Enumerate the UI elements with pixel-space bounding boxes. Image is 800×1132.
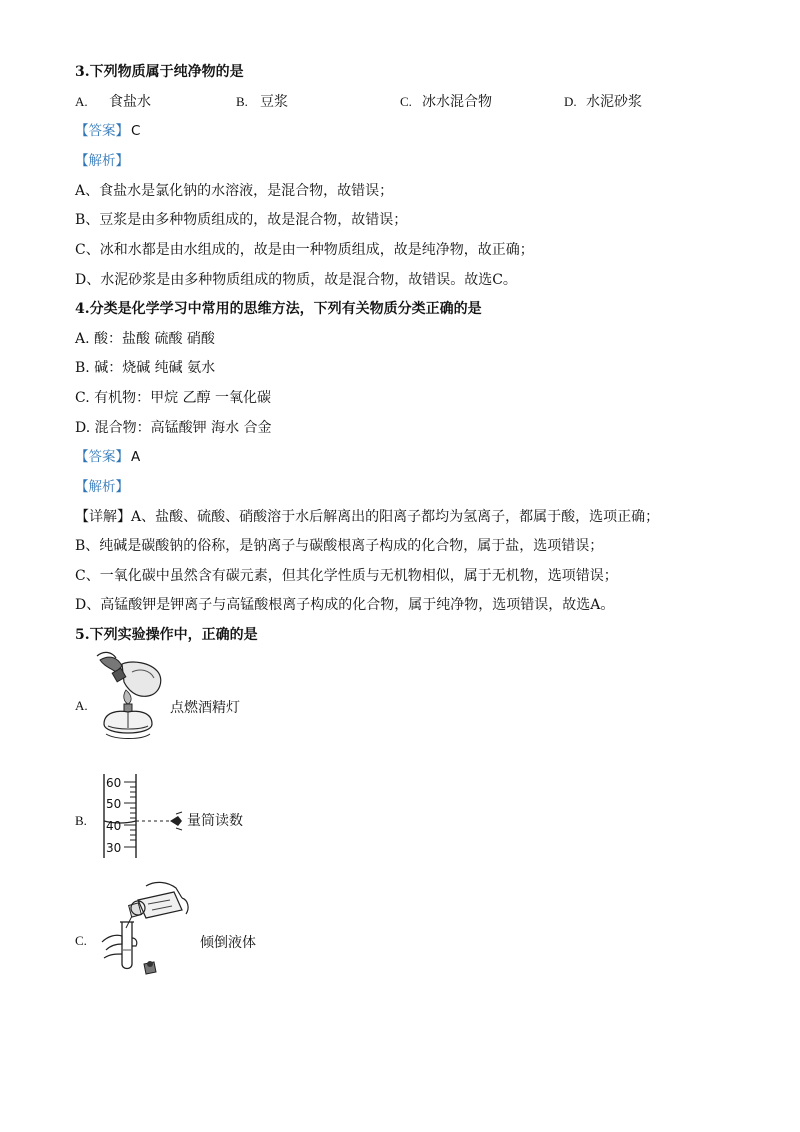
option-letter: C. — [400, 94, 412, 109]
q3-option-c — [400, 92, 492, 112]
q3-option-a — [75, 92, 151, 112]
q4-analysis-tag: 【解析】 — [75, 479, 129, 495]
q3-analysis-line: A、食盐水是氯化钠的水溶液，是混合物，故错误； — [75, 183, 394, 199]
q3-analysis-line: C、冰和水都是由水组成的，故是由一种物质组成，故是纯净物，故正确； — [75, 242, 534, 258]
answer-tag: 【答案】 — [75, 123, 129, 139]
option-letter: B. — [236, 94, 248, 109]
q4-analysis-line: 【详解】A、盐酸、硫酸、硝酸溶于水后解离出的阳离子都均为氢离子，都属于酸，选项正确； — [75, 509, 660, 525]
q4-option-b: B. 碱：烧碱 纯碱 氨水 — [75, 360, 216, 376]
pouring-liquid-illustration — [96, 878, 196, 978]
q4-analysis-line: C、一氧化碳中虽然含有碳元素，但其化学性质与无机物相似，属于无机物，选项错误； — [75, 568, 618, 584]
q4-option-c: C. 有机物：甲烷 乙醇 一氧化碳 — [75, 390, 272, 406]
q5-stem: 5.下列实验操作中，正确的是 — [75, 627, 258, 643]
q4-analysis-line: D、高锰酸钾是钾离子与高锰酸根离子构成的化合物，属于纯净物，选项错误，故选A。 — [75, 597, 615, 613]
q4-option-a: A. 酸：盐酸 硫酸 硝酸 — [75, 331, 215, 347]
q3-answer — [75, 121, 140, 141]
q5-figure-b-letter: B. — [75, 813, 87, 828]
q5-figure-a-letter: A. — [75, 698, 88, 713]
q3-option-b — [236, 92, 288, 112]
q4-stem: 4.分类是化学学习中常用的思维方法，下列有关物质分类正确的是 — [75, 301, 482, 317]
cylinder-tick-label-60: 60 — [106, 776, 122, 790]
q3-analysis-line: D、水泥砂浆是由多种物质组成的物质，故是混合物，故错误。故选C。 — [75, 272, 517, 288]
q3-stem: 3.下列物质属于纯净物的是 — [75, 64, 244, 80]
cylinder-tick-label-30: 30 — [106, 841, 122, 855]
answer-tag: 【答案】 — [75, 449, 129, 465]
q5-figure-c-letter: C. — [75, 933, 87, 948]
q4-answer — [75, 447, 140, 467]
q5-figure-c-caption: 倾倒液体 — [200, 935, 256, 951]
option-letter: D. — [564, 94, 577, 109]
q4-analysis-line: B、纯碱是碳酸钠的俗称，是钠离子与碳酸根离子构成的化合物，属于盐，选项错误； — [75, 538, 604, 554]
option-text: 食盐水 — [109, 94, 151, 110]
answer-value: C — [131, 123, 141, 139]
answer-value: A — [131, 449, 141, 465]
q5-figure-a-caption: 点燃酒精灯 — [170, 700, 240, 716]
q4-option-d: D. 混合物：高锰酸钾 海水 合金 — [75, 420, 272, 436]
cylinder-tick-label-50: 50 — [106, 797, 122, 811]
cylinder-tick-label-40: 40 — [106, 819, 122, 833]
option-text: 冰水混合物 — [422, 94, 492, 110]
option-letter: A. — [75, 94, 88, 109]
option-text: 豆浆 — [260, 94, 288, 110]
option-text: 水泥砂浆 — [586, 94, 642, 110]
q3-analysis-tag: 【解析】 — [75, 153, 129, 169]
alcohol-lamp-illustration — [92, 650, 172, 742]
q3-analysis-line: B、豆浆是由多种物质组成的，故是混合物，故错误； — [75, 212, 408, 228]
q5-figure-b-caption: 量筒读数 — [187, 813, 243, 829]
q3-option-d — [564, 92, 642, 112]
